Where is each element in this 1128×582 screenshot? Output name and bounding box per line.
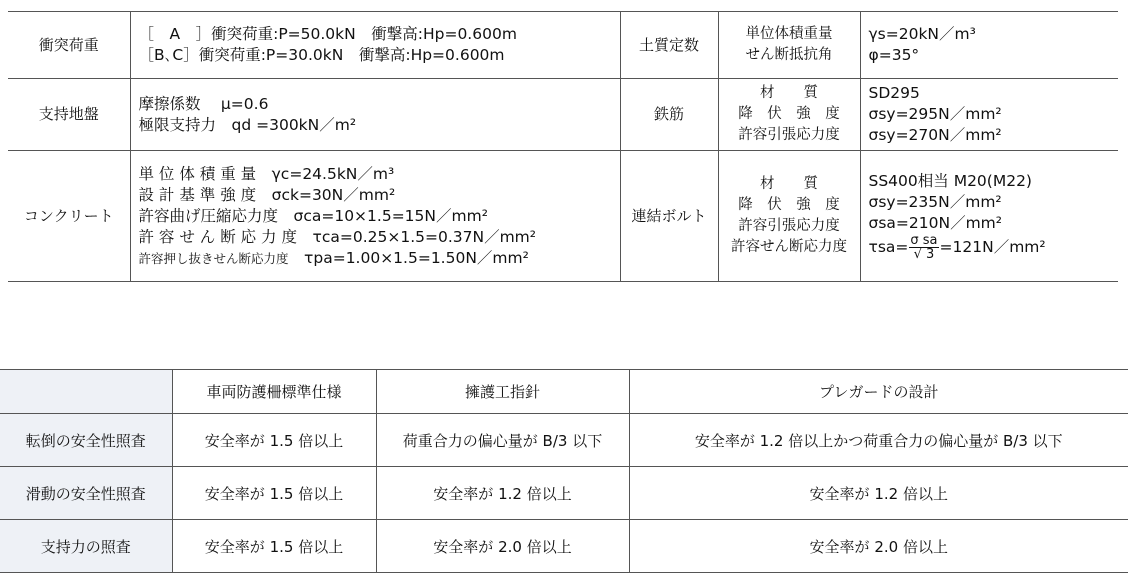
table-cell: 荷重合力の偏心量が B/3 以下 [376,414,629,467]
bolt-formula-suffix: =121N／mm² [939,238,1046,256]
table-row [8,12,1118,79]
concrete-label: コンクリート [8,151,130,282]
impact-values [130,12,620,79]
rebar-sublabels [718,79,860,151]
soil-sublabel: 単位体積重量 [745,26,833,42]
bearing-line: 摩擦係数 μ=0.6 [138,94,269,113]
table-cell: 安全率が 1.2 倍以上かつ荷重合力の偏心量が B/3 以下 [629,414,1128,467]
concrete-line: 許容曲げ圧縮応力度 σca=10×1.5=15N／mm² [138,206,488,225]
concrete-line [139,248,620,269]
bolt-sublabel: 降 伏 強 度 [738,197,840,213]
row-header: 支持力の照査 [0,520,172,573]
bearing-line: 極限支持力 qd =300kN／m² [138,115,357,134]
column-header: 擁護工指針 [376,370,629,414]
design-conditions-table [8,11,1118,282]
table-cell: 安全率が 2.0 倍以上 [376,520,629,573]
table-cell: 安全率が 1.2 倍以上 [376,467,629,520]
table-cell: 安全率が 1.5 倍以上 [172,467,376,520]
soil-label: 土質定数 [620,12,718,79]
rebar-values [860,79,1118,151]
table-row [8,151,1118,282]
concrete-line: 設 計 基 準 強 度 σck=30N／mm² [138,185,396,204]
bolt-sublabel: 許容引張応力度 [738,218,840,234]
bolt-formula [869,234,1119,261]
table-cell: 安全率が 2.0 倍以上 [629,520,1128,573]
concrete-last-label: 許容押し抜きせん断応力度 [138,250,289,266]
corner-header [0,370,172,414]
bolt-value: σsy=235N／mm² [868,193,1002,211]
rebar-sublabel: 降 伏 強 度 [738,106,840,122]
table-cell: 安全率が 1.2 倍以上 [629,467,1128,520]
row-header: 転倒の安全性照査 [0,414,172,467]
table-row [0,414,1128,467]
concrete-line: 許 容 せ ん 断 応 力 度 τca=0.25×1.5=0.37N／mm² [138,227,536,246]
bolt-sublabel: 材 質 [760,176,818,192]
concrete-last-value: τpa=1.00×1.5=1.50N／mm² [304,248,529,267]
bolt-sublabels [718,151,860,282]
soil-sublabel: せん断抵抗角 [745,47,833,63]
rebar-value: SD295 [868,84,920,102]
soil-sublabels [718,12,860,79]
table-row [0,520,1128,573]
soil-value: γs=20kN／m³ [868,25,976,43]
verification-criteria-table [0,369,1128,573]
impact-line-bc: ［B､C］衝突荷重:P=30.0kN 衝撃高:Hp=0.600m [138,46,505,64]
soil-value: φ=35° [868,46,920,64]
bolt-value: SS400相当 M20(M22) [868,172,1032,190]
rebar-sublabel: 材 質 [760,85,818,101]
bearing-label: 支持地盤 [8,79,130,151]
header-row [0,370,1128,414]
table-row [0,467,1128,520]
concrete-values [130,151,620,282]
fraction-numerator: σ sa [910,233,938,248]
bolt-values [860,151,1118,282]
bearing-values [130,79,620,151]
rebar-value: σsy=270N／mm² [868,126,1002,144]
bolt-label: 連結ボルト [620,151,718,282]
fraction-denominator: √ 3 [913,247,935,262]
impact-line-a: ［ A ］衝突荷重:P=50.0kN 衝撃高:Hp=0.600m [138,25,517,43]
bolt-value: σsa=210N／mm² [868,214,1002,232]
concrete-line: 単 位 体 積 重 量 γc=24.5kN／m³ [138,164,395,183]
soil-values [860,12,1118,79]
table-row [8,79,1118,151]
column-header: 車両防護柵標準仕様 [172,370,376,414]
impact-label: 衝突荷重 [8,12,130,79]
rebar-label: 鉄筋 [620,79,718,151]
table-cell: 安全率が 1.5 倍以上 [172,520,376,573]
bolt-sublabel: 許容せん断応力度 [731,239,847,255]
table-cell: 安全率が 1.5 倍以上 [172,414,376,467]
row-header: 滑動の安全性照査 [0,467,172,520]
column-header: プレガードの設計 [629,370,1128,414]
fraction [909,234,938,261]
rebar-sublabel: 許容引張応力度 [738,127,840,143]
bolt-formula-prefix: τsa= [868,238,909,256]
rebar-value: σsy=295N／mm² [868,105,1002,123]
